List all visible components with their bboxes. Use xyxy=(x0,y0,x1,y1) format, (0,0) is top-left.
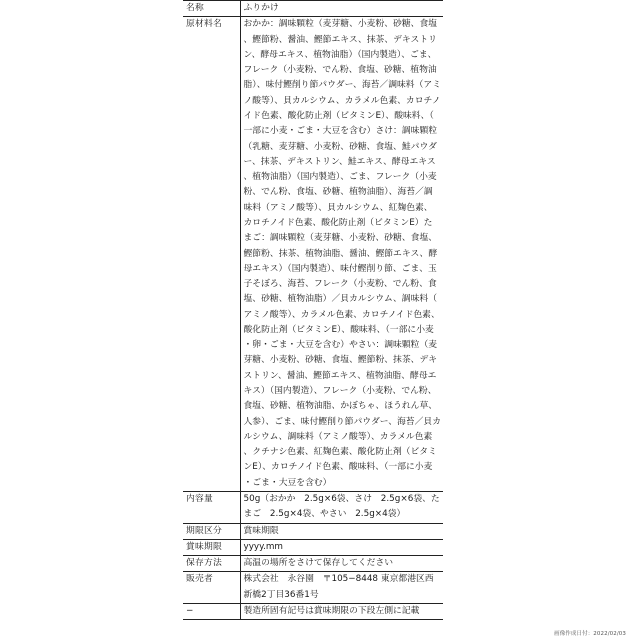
label-row-net-contents xyxy=(183,492,443,524)
row-value-name: ふりかけ xyxy=(240,1,443,17)
label-row-storage xyxy=(183,556,443,572)
label-row-name xyxy=(183,1,443,17)
row-value-best-before: yyyy.mm xyxy=(240,539,443,555)
row-value-factory-code: 製造所固有記号は賞味期限の下段左側に記載 xyxy=(240,603,443,619)
row-value-seller: 株式会社 永谷園 〒105−8448 東京都港区西新橋2丁目36番1号 xyxy=(240,572,443,604)
label-row-best-before xyxy=(183,539,443,555)
label-row-date-type xyxy=(183,523,443,539)
row-key-factory-code: − xyxy=(183,603,240,619)
row-value-ingredients: おかか：調味顆粒（麦芽糖、小麦粉、砂糖、食塩、鰹節粉、醤油、鰹節エキス、抹茶、デキストリン、酵母エキス、植物油脂）（国内製造）、ごま、フレーク（小麦粉、でん粉、食塩、砂糖、植物油脂）、味付鰹削り節パウダー、海苔／調味料（アミノ酸等）、貝カルシウム、カラメル色素、カロチノイド色素、酸化防止剤（ビタミンE）、酸味料、（一部に小麦・ごま・大豆を含む）さけ：調味顆粒（乳糖、麦芽糖、小麦粉、砂糖、食塩、鮭パウダー、抹茶、デキストリン、鮭エキス、酵母エキス、植物油脂）（国内製造）、ごま、フレーク（小麦粉、でん粉、食塩、砂糖、植物油脂）、海苔／調味料（アミノ酸等）、貝カルシウム、紅麹色素、カロチノイド色素、酸化防止剤（ビタミンE）たまご：調味顆粒（麦芽糖、小麦粉、砂糖、食塩、鰹節粉、抹茶、植物油脂、醤油、鰹節エキス、酵母エキス）（国内製造）、味付鰹削り節、ごま、玉子そぼろ、海苔、フレーク（小麦粉、でん粉、食塩、砂糖、植物油脂）／貝カルシウム、調味料（アミノ酸等）、カラメル色素、カロチノイド色素、酸化防止剤（ビタミンE）、酸味料、（一部に小麦・卵・ごま・大豆を含む）やさい：調味顆粒（麦芽糖、小麦粉、砂糖、食塩、鰹節粉、抹茶、デキストリン、醤油、鰹節エキス、植物油脂、酵母エキス）（国内製造）、フレーク（小麦粉、でん粉、食塩、砂糖、植物油脂、かぼちゃ、ほうれん草、人参）、ごま、味付鰹削り節パウダー、海苔／貝カルシウム、調味料（アミノ酸等）、カラメル色素、クチナシ色素、紅麹色素、酸化防止剤（ビタミンE）、カロチノイド色素、酸味料、（一部に小麦・ごま・大豆を含む） xyxy=(240,17,443,492)
label-row-seller xyxy=(183,572,443,604)
row-key-seller: 販売者 xyxy=(183,572,240,604)
row-key-name: 名称 xyxy=(186,3,204,13)
image-date-footnote: 画像作成日付：2022/02/03 xyxy=(554,631,626,637)
row-value-net-contents: 50g（おかか 2.5g×6袋、さけ 2.5g×6袋、たまご 2.5g×4袋、やさい 2.5g×4袋） xyxy=(240,492,443,524)
product-label-table xyxy=(183,0,443,620)
row-key-date-type: 期限区分 xyxy=(183,523,240,539)
label-row-factory-code xyxy=(183,603,443,619)
row-key-storage: 保存方法 xyxy=(183,556,240,572)
row-key-ingredients: 原材料名 xyxy=(183,17,240,492)
row-value-storage: 高温の場所をさけて保存してください xyxy=(240,556,443,572)
label-row-ingredients xyxy=(183,17,443,492)
row-key-net-contents: 内容量 xyxy=(183,492,240,524)
row-value-date-type: 賞味期限 xyxy=(240,523,443,539)
row-key-best-before: 賞味期限 xyxy=(183,539,240,555)
